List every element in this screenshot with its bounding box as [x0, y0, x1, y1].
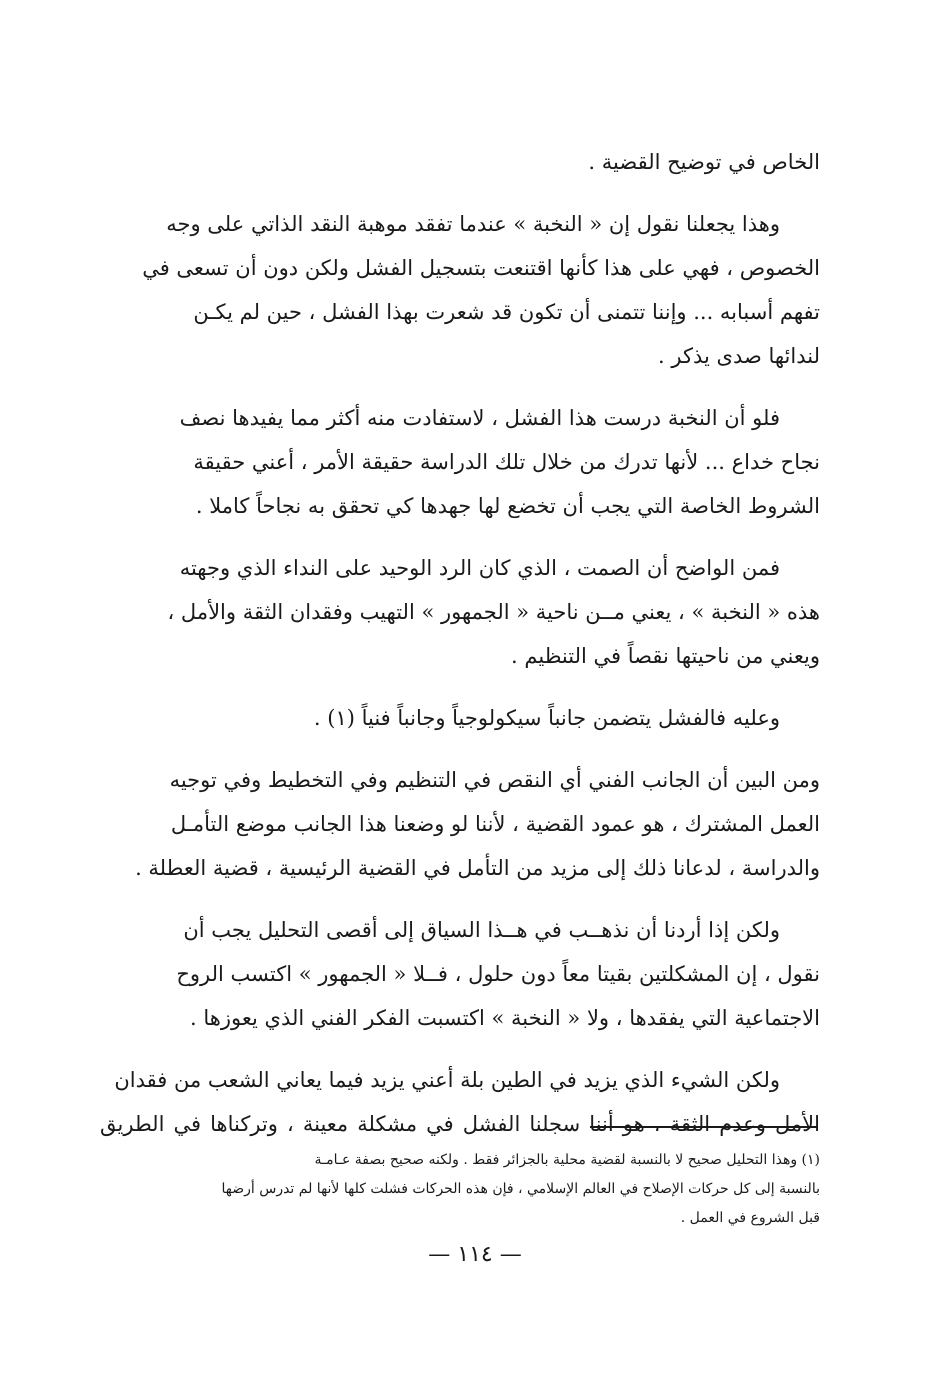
footnote-line: قبل الشروع في العمل .	[680, 1210, 820, 1226]
text-line: ويعني من ناحيتها نقصاً في التنظيم .	[511, 644, 820, 668]
footnote-line: بالنسبة إلى كل حركات الإصلاح في العالم الإسلامي ، فإن هذه الحركات فشلت كلها لأنها لم تدرس أرضها	[221, 1181, 820, 1197]
text-line: الخصوص ، فهي على هذا كأنها اقتنعت بتسجيل الفشل ولكن دون أن تسعى في	[142, 256, 820, 280]
text-line: فمن الواضح أن الصمت ، الذي كان الرد الوحيد على النداء الذي وجهته	[179, 556, 780, 580]
text-line: تفهم أسبابه ... وإننا تتمنى أن تكون قد شعرت بهذا الفشل ، حين لم يكـن	[193, 300, 820, 324]
text-line: الشروط الخاصة التي يجب أن تخضع لها جهدها كي تحقق به نجاحاً كاملا .	[195, 494, 820, 518]
paragraph	[100, 546, 820, 678]
text-line: الخاص في توضيح القضية .	[588, 150, 820, 174]
paragraph	[100, 202, 820, 378]
footnote-divider	[590, 1126, 818, 1128]
footnote-line: (١) وهذا التحليل صحيح لا بالنسبة لقضية محلية بالجزائر فقط . ولكنه صحيح بصفة عـامـة	[314, 1152, 820, 1168]
paragraph	[100, 1058, 820, 1146]
text-line: العمل المشترك ، هو عمود القضية ، لأننا لو وضعنا هذا الجانب موضع التأمـل	[170, 812, 820, 836]
text-line: نقول ، إن المشكلتين بقيتا معاً دون حلول ، فــلا « الجمهور » اكتسب الروح	[176, 962, 820, 986]
paragraph	[100, 908, 820, 1040]
footnote	[100, 1146, 820, 1233]
text-line: هذه « النخبة » ، يعني مــن ناحية « الجمهور » التهيب وفقدان الثقة والأمل ،	[167, 600, 820, 624]
text-line: ومن البين أن الجانب الفني أي النقص في التنظيم وفي التخطيط وفي توجيه	[169, 768, 820, 792]
paragraph	[100, 758, 820, 890]
body-text	[100, 140, 820, 1164]
text-line: لندائها صدى يذكر .	[658, 344, 820, 368]
text-line: الأمل وعدم الثقة ، هو أننا سجلنا الفشل في مشكلة معينة ، وتركناها في الطريق	[100, 1112, 820, 1136]
paragraph	[100, 696, 820, 740]
text-line: فلو أن النخبة درست هذا الفشل ، لاستفادت منه أكثر مما يفيدها نصف	[179, 406, 780, 430]
text-line: نجاح خداع ... لأنها تدرك من خلال تلك الدراسة حقيقة الأمر ، أعني حقيقة	[193, 450, 820, 474]
text-line: ولكن الشيء الذي يزيد في الطين بلة أعني يزيد فيما يعاني الشعب من فقدان	[114, 1068, 780, 1092]
text-line: وعليه فالفشل يتضمن جانباً سيكولوجياً وجانباً فنياً (١) .	[313, 706, 780, 730]
text-line: وهذا يجعلنا نقول إن « النخبة » عندما تفقد موهبة النقد الذاتي على وجه	[166, 212, 780, 236]
page-number: — ١١٤ —	[428, 1242, 522, 1267]
text-line: ولكن إذا أردنا أن نذهــب في هــذا السياق إلى أقصى التحليل يجب أن	[183, 918, 780, 942]
text-line: والدراسة ، لدعانا ذلك إلى مزيد من التأمل في القضية الرئيسية ، قضية العطلة .	[135, 856, 820, 880]
text-line: الاجتماعية التي يفقدها ، ولا « النخبة » اكتسبت الفكر الفني الذي يعوزها .	[190, 1006, 820, 1030]
paragraph	[100, 140, 820, 184]
paragraph	[100, 396, 820, 528]
